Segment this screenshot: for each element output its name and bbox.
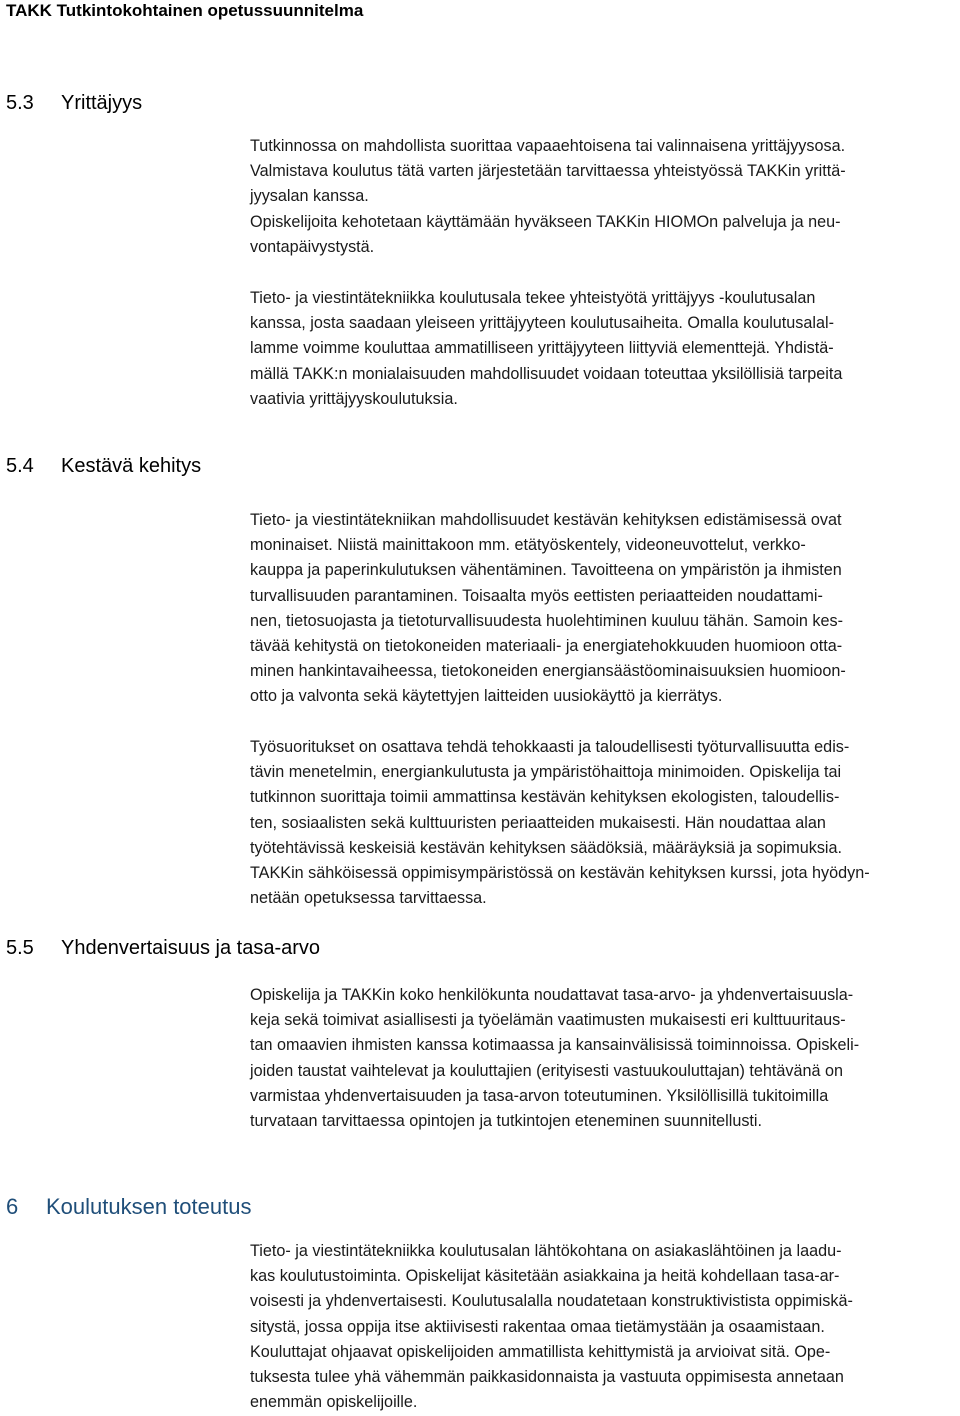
text-line: joiden taustat vaihtelevat ja kouluttajien (erityisesti vastuukouluttajan) tehtävänä on <box>250 1061 844 1080</box>
text-line: Tieto- ja viestintätekniikka koulutusala tekee yhteistyötä yrittäjyys -koulutusalan <box>250 289 816 307</box>
text-line: työtehtävissä keskeisiä kestävän kehityksen säädöksiä, määräyksiä ja sopimuksia. <box>250 838 843 857</box>
text-line: voisesti ja yhdenvertaisesti. Koulutusalalla noudatetaan konstruktivistista oppimiskä- <box>250 1292 853 1311</box>
text-line: kanssa, josta saadaan yleiseen yrittäjyyteen koulutusaiheita. Omalla koulutusalal- <box>250 314 834 333</box>
paragraph-yrittajyys-2 <box>250 286 842 412</box>
section-title: Yhdenvertaisuus ja tasa-arvo <box>61 937 321 959</box>
document-header-title: TAKK Tutkintokohtainen opetussuunnitelma <box>6 1 364 20</box>
text-line: keja sekä toimivat asiallisesti ja työelämän vaatimusten mukaisesti eri kulttuuritaus- <box>250 1011 846 1030</box>
text-line: turvallisuuden parantaminen. Toisaalta myös eettisten periaatteiden noudattami- <box>250 586 823 605</box>
text-line: ten, sosiaalisten sekä kulttuuristen periaatteiden mukaisesti. Hän noudattaa alan <box>250 813 826 832</box>
text-line: jyysalan kanssa. <box>250 187 369 206</box>
text-line: kas koulutustoiminta. Opiskelijat käsitetään asiakkaina ja heitä kohdellaan tasa-ar- <box>250 1267 840 1286</box>
text-line: netään opetuksessa tarvittaessa. <box>250 889 487 908</box>
text-line: Tieto- ja viestintätekniikka koulutusalan lähtökohtana on asiakaslähtöinen ja laadu- <box>250 1242 842 1260</box>
text-line: vaativia yrittäjyyskoulutuksia. <box>250 389 458 408</box>
text-line: tutkinnon suorittaja toimii ammattinsa kestävän kehityksen ekologisten, taloudellis- <box>250 788 840 807</box>
chapter-title: Koulutuksen toteutus <box>46 1194 252 1219</box>
text-line: TAKKin sähköisessä oppimisympäristössä on kestävän kehityksen kurssi, jota hyödyn- <box>250 864 870 883</box>
text-line: vontapäivystystä. <box>250 237 375 256</box>
text-line: sitystä, jossa oppija itse aktiivisesti rakentaa omaa tietämystään ja osaamistaan. <box>250 1317 825 1336</box>
text-line: tan omaavien ihmisten kanssa kotimaassa ja kansainvälisissä toiminnoissa. Opiskeli- <box>250 1036 860 1055</box>
text-line: tuksesta tulee yhä vähemmän paikkasidonnaista ja vastuuta oppimisesta annetaan <box>250 1368 844 1387</box>
text-line: turvataan tarvittaessa opintojen ja tutkintojen eteneminen suunnitellusti. <box>250 1112 763 1131</box>
section-heading-5-4 <box>6 455 201 478</box>
text-line: Työsuoritukset on osattava tehdä tehokkaasti ja taloudellisesti työturvallisuutta edis- <box>250 738 850 756</box>
paragraph-kestava-2 <box>250 735 870 911</box>
text-line: Tieto- ja viestintätekniikan mahdollisuudet kestävän kehityksen edistämisessä ovat <box>250 511 842 529</box>
text-line: mällä TAKK:n monialaisuuden mahdollisuudet voidaan toteuttaa yksilöllisiä tarpeita <box>250 364 843 383</box>
text-line: otto ja valvonta sekä käytettyjen laitteiden uusiokäyttö ja kierrätys. <box>250 687 723 706</box>
text-line: Opiskelija ja TAKKin koko henkilökunta noudattavat tasa-arvo- ja yhdenvertaisuusla- <box>250 986 854 1004</box>
text-line: Kouluttajat ohjaavat opiskelijoiden ammatillista kehittymistä ja arvioivat sitä. Ope- <box>250 1342 831 1361</box>
section-heading-5-3 <box>6 92 142 115</box>
paragraph-yhdenvertaisuus <box>250 983 859 1134</box>
section-heading-5-5 <box>6 937 320 960</box>
text-line: nen, tietosuojasta ja tietoturvallisuudesta huolehtiminen kuuluu tähän. Samoin kes- <box>250 611 844 630</box>
text-line: lamme voimme kouluttaa ammatilliseen yrittäjyyteen liittyviä elementtejä. Yhdistä- <box>250 339 834 358</box>
section-number: 5.4 <box>6 455 34 477</box>
text-line: tävin menetelmin, energiankulutusta ja ympäristöhaittoja minimoiden. Opiskelija tai <box>250 763 842 782</box>
text-line: minen hankintavaiheessa, tietokoneiden energiansäästöominaisuuksien huomioon- <box>250 662 846 681</box>
text-line: kauppa ja paperinkulutuksen vähentäminen. Tavoitteena on ympäristön ja ihmisten <box>250 561 842 580</box>
text-line: varmistaa yhdenvertaisuuden ja tasa-arvon toteutuminen. Yksilöllisillä tukitoimilla <box>250 1086 829 1105</box>
chapter-number: 6 <box>6 1194 19 1219</box>
chapter-heading-6 <box>6 1194 251 1220</box>
text-line: Valmistava koulutus tätä varten järjestetään tarvittaessa yhteistyössä TAKKin yrittä- <box>250 162 846 181</box>
text-line: enemmän opiskelijoille. <box>250 1393 418 1412</box>
text-line: Tutkinnossa on mahdollista suorittaa vapaaehtoisena tai valinnaisena yrittäjyysosa. <box>250 137 846 155</box>
section-number: 5.3 <box>6 92 34 114</box>
text-line: tävää kehitystä on tietokoneiden materiaali- ja energiatehokkuuden huomioon otta- <box>250 637 843 656</box>
section-title: Yrittäjyys <box>61 92 143 114</box>
text-line: moninaiset. Niistä mainittakoon mm. etätyöskentely, videoneuvottelut, verkko- <box>250 536 806 555</box>
section-title: Kestävä kehitys <box>61 455 202 477</box>
paragraph-koulutuksen-toteutus <box>250 1239 853 1415</box>
paragraph-kestava-1 <box>250 508 846 710</box>
section-number: 5.5 <box>6 937 34 959</box>
paragraph-yrittajyys-1 <box>250 134 846 260</box>
text-line: Opiskelijoita kehotetaan käyttämään hyväkseen TAKKin HIOMOn palveluja ja neu- <box>250 212 841 231</box>
